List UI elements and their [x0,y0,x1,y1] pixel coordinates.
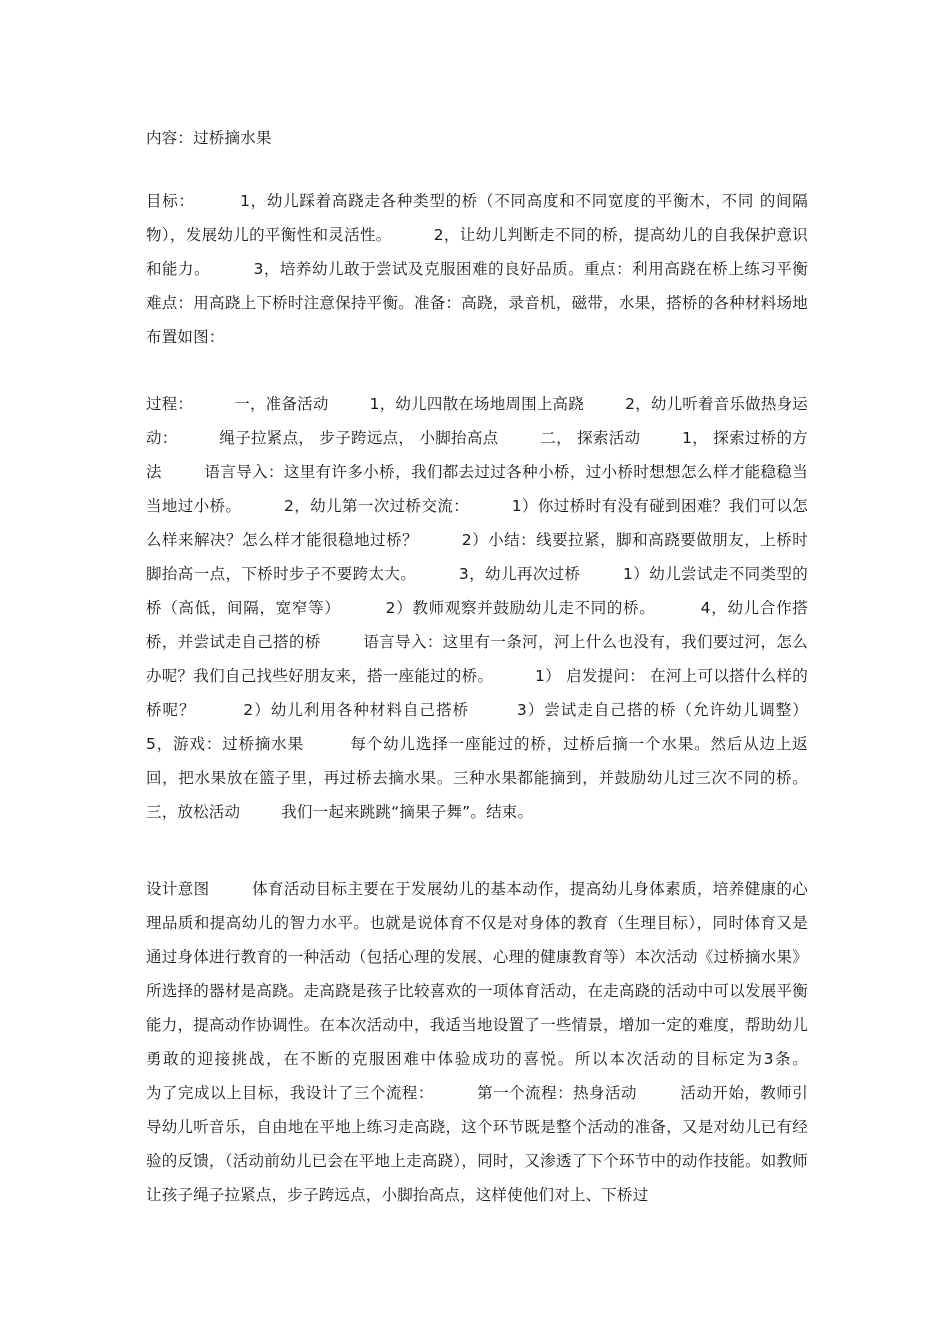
content-line: 内容：过桥摘水果 [146,129,272,147]
process-paragraph: 过程： 一，准备活动 1，幼儿四散在场地周围上高跷 2，幼儿听着音乐做热身运动： 绳子拉紧点， 步子跨远点， 小脚抬高点 二， 探索活动 1， 探索过桥的方法 语言导入：这里有许多小桥，我们都去过过各种小桥，过小桥时想想怎么样才能稳稳当当地过小桥。 2，幼儿第一次过桥交流： 1）你过桥时有没有碰到困难？我们可以怎么样来解决？怎么样才能很稳地过桥？ 2）小结：线要拉紧，脚和高跷要做朋友，上桥时脚抬高一点，下桥时步子不要跨太大。 3，幼儿再次过桥 1）幼儿尝试走不同类型的桥（高低，间隔，宽窄等） 2）教师观察并鼓励幼儿走不同的桥。 4，幼儿合作搭桥，并尝试走自己搭的桥 语言导入：这里有一条河，河上什么也没有，我们要过河，怎么办呢？我们自己找些好朋友来，搭一座能过的桥。 1） 启发提问： 在河上可以搭什么样的桥呢？ 2）幼儿利用各种材料自己搭桥 3）尝试走自己搭的桥（允许幼儿调整） 5，游戏：过桥摘水果 每个幼儿选择一座能过的桥，过桥后摘一个水果。然后从边上返回，把水果放在篮子里，再过桥去摘水果。三种水果都能摘到，并鼓励幼儿过三次不同的桥。 三，放松活动 我们一起来跳跳“摘果子舞”。结束。 [146,395,850,821]
design-intent-paragraph: 设计意图 体育活动目标主要在于发展幼儿的基本动作，提高幼儿身体素质，培养健康的心理品质和提高幼儿的智力水平。也就是说体育不仅是对身体的教育（生理目标），同时体育又是通过身体进行教育的一种活动（包括心理的发展、心理的健康教育等）本次活动《过桥摘水果》所选择的器材是高跷。走高跷是孩子比较喜欢的一项体育活动，在走高跷的活动中可以发展平衡能力，提高动作协调性。在本次活动中，我适当地设置了一些情景，增加一定的难度，帮助幼儿勇敢的迎接挑战，在不断的克服困难中体验成功的喜悦。所以本次活动的目标定为3条。 为了完成以上目标，我设计了三个流程： 第一个流程：热身活动 活动开始，教师引导幼儿听音乐，自由地在平地上练习走高跷，这个环节既是整个活动的准备，又是对幼儿已有经验的反馈，（活动前幼儿已会在平地上走高跷），同时，又渗透了下个环节中的动作技能。如教师让孩子绳子拉紧点，步子跨远点，小脚抬高点，这样使他们对上、下桥过 [146,880,850,1204]
goals-paragraph: 目标： 1，幼儿踩着高跷走各种类型的桥（不同高度和不同宽度的平衡木，不同 的间隔物），发展幼儿的平衡性和灵活性。 2，让幼儿判断走不同的桥，提高幼儿的自我保护意识和能力。 3，培养幼儿敢于尝试及克服困难的良好品质。重点：利用高跷在桥上练习平衡难点：用高跷上下桥时注意保持平衡。准备：高跷，录音机，磁带，水果，搭桥的各种材料场地布置如图： [146,192,808,346]
